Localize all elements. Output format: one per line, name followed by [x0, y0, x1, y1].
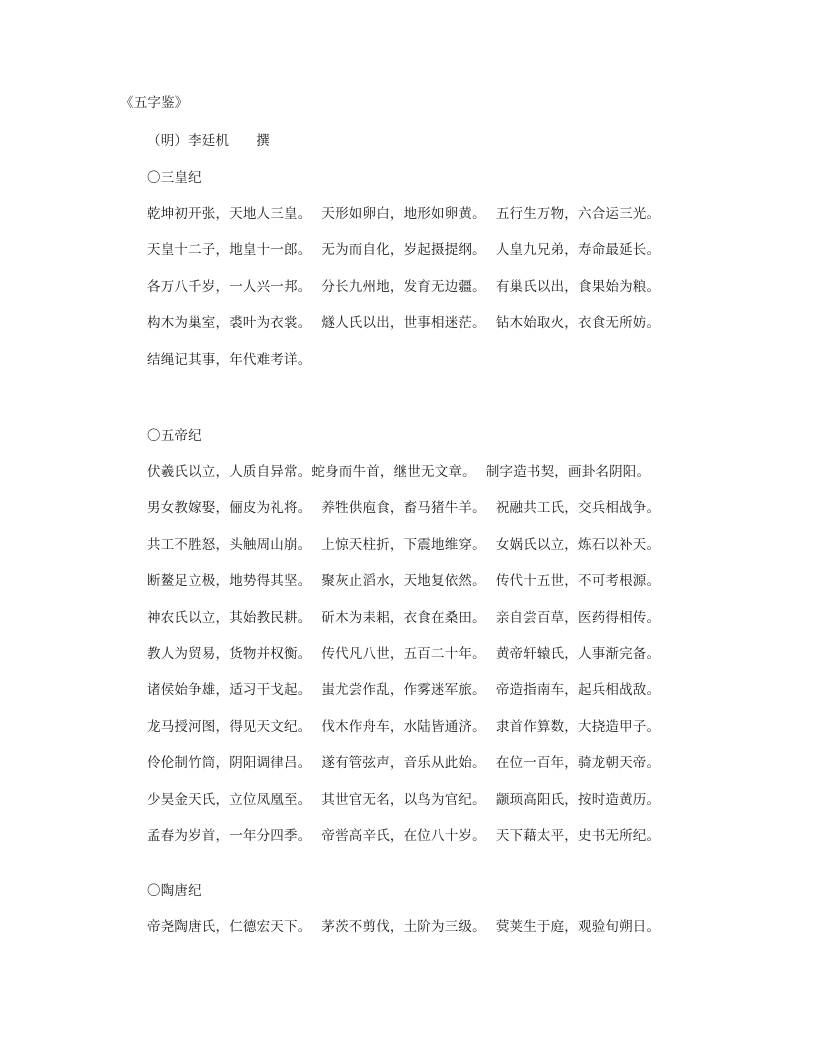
verse-line	[147, 828, 660, 844]
verse-segment: 乾坤初开张，天地人三皇。	[147, 206, 312, 222]
verse-segment: 教人为贸易，货物并权衡。	[147, 646, 312, 662]
verse-segment: 蓂荚生于庭，观验旬朔日。	[495, 919, 661, 935]
verse-segment: 祝融共工氏，交兵相战争。	[495, 500, 661, 517]
verse-segment: 有巢氏以出，食果始为粮。	[495, 278, 661, 295]
verse-segment: 钻木始取火，衣食无所妨。	[495, 315, 661, 332]
verse-segment: 女娲氏以立，炼石以补天。	[495, 536, 661, 553]
section-heading: 〇五帝纪	[147, 428, 202, 444]
verse-segment: 天形如卵白，地形如卵黄。	[321, 206, 486, 222]
verse-line	[147, 755, 660, 771]
verse-segment: 其世官无名，以鸟为官纪。	[321, 791, 486, 808]
verse-segment: 断鳌足立极，地势得其坚。	[147, 573, 312, 590]
verse-segment: 诸侯始争雄，适习干戈起。	[147, 682, 312, 699]
verse-segment: 各万八千岁，一人兴一邦。	[147, 278, 312, 295]
verse-segment: 男女教嫁娶，俪皮为礼将。	[147, 500, 312, 517]
verse-segment: 在位一百年，骑龙朝天帝。	[495, 755, 661, 772]
verse-segment: 伏羲氏以立，人质自异常。蛇身而牛首，继世无文章。	[147, 464, 476, 480]
verse-segment: 少昊金天氏，立位凤凰至。	[147, 791, 312, 808]
verse-line	[147, 682, 660, 698]
verse-segment: 伐木作舟车，水陆皆通济。	[321, 718, 486, 735]
verse-segment: 隶首作算数，大挠造甲子。	[495, 718, 661, 735]
verse-segment: 帝造指南车，起兵相战敌。	[495, 682, 661, 699]
document-title: 《五字鉴》	[120, 95, 189, 111]
verse-line	[147, 206, 660, 222]
verse-segment: 黄帝轩辕氏，人事渐完备。	[495, 646, 661, 662]
section-heading: 〇三皇纪	[147, 170, 202, 186]
verse-line	[147, 919, 660, 935]
verse-segment: 茅茨不剪伐，土阶为三级。	[321, 919, 486, 935]
verse-segment: 制字造书契，画卦名阴阳。	[485, 464, 651, 480]
verse-line	[147, 279, 660, 295]
verse-segment: 聚灰止滔水，天地复依然。	[321, 573, 486, 590]
verse-segment: 孟春为岁首，一年分四季。	[147, 828, 312, 844]
verse-segment: 颛顼高阳氏，按时造黄历。	[495, 791, 661, 808]
verse-segment: 传代十五世，不可考根源。	[495, 573, 661, 590]
verse-segment: 帝喾高辛氏，在位八十岁。	[321, 828, 486, 844]
verse-segment: 蚩尤尝作乱，作雾迷军旅。	[321, 682, 486, 699]
verse-segment: 分长九州地，发育无边疆。	[321, 278, 486, 295]
verse-segment: 人皇九兄弟，寿命最延长。	[495, 242, 661, 259]
verse-segment: 神农氏以立，其始教民耕。	[147, 609, 312, 626]
verse-segment: 五行生万物，六合运三光。	[495, 206, 661, 222]
verse-line	[147, 646, 660, 662]
verse-line	[147, 719, 660, 735]
verse-line	[147, 315, 660, 331]
verse-segment: 亲自尝百草，医药得相传。	[495, 609, 661, 626]
section-heading: 〇陶唐纪	[147, 883, 202, 899]
verse-segment: 天皇十二子，地皇十一郎。	[147, 242, 312, 259]
verse-line	[147, 500, 660, 516]
verse-segment: 共工不胜怒，头触周山崩。	[147, 536, 312, 553]
verse-line	[147, 352, 311, 368]
verse-segment: 燧人氏以出，世事相迷茫。	[321, 315, 486, 332]
verse-segment: 养牲供庖食，畜马猪牛羊。	[321, 500, 486, 517]
verse-segment: 构木为巢室，裘叶为衣裳。	[147, 315, 312, 332]
verse-segment: 传代凡八世，五百二十年。	[321, 646, 486, 662]
verse-line	[147, 464, 650, 480]
verse-line	[147, 242, 660, 258]
verse-segment: 遂有管弦声，音乐从此始。	[321, 755, 486, 772]
verse-line	[147, 537, 660, 553]
verse-segment: 结绳记其事，年代难考详。	[147, 351, 312, 368]
verse-segment: 斫木为耒耜，衣食在桑田。	[321, 609, 486, 626]
verse-segment: 天下藉太平，史书无所纪。	[495, 828, 661, 844]
verse-segment: 帝尧陶唐氏，仁德宏天下。	[147, 919, 312, 935]
verse-line	[147, 573, 660, 589]
verse-line	[147, 610, 660, 626]
verse-segment: 无为而自化，岁起摄提纲。	[321, 242, 486, 259]
verse-segment: 伶伦制竹筒，阴阳调律吕。	[147, 755, 312, 772]
author-line: （明）李廷机 撰	[147, 133, 270, 149]
verse-line	[147, 792, 660, 808]
verse-segment: 龙马授河图，得见天文纪。	[147, 718, 312, 735]
verse-segment: 上惊天柱折，下震地维穿。	[321, 536, 486, 553]
